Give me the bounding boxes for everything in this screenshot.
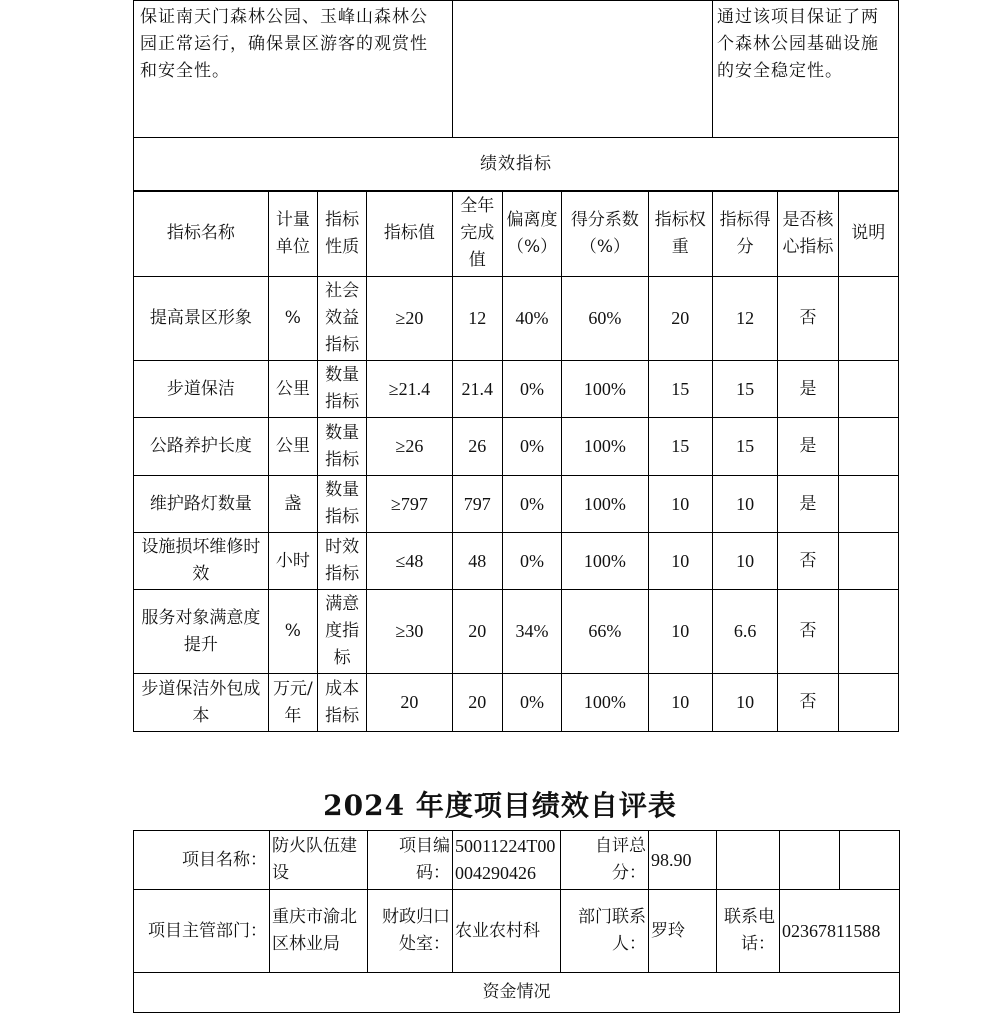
table-row [134,277,899,361]
score: 15 [712,361,777,418]
header-cell: 说明 [838,191,898,277]
weight: 10 [648,476,712,533]
note [838,590,898,674]
unit: 万元/年 [268,674,317,732]
table-row [134,590,899,674]
unit: 小时 [268,533,317,590]
header-cell: 指标名称 [134,191,269,277]
unit: 公里 [268,361,317,418]
phone-label: 联系电话： [717,890,780,973]
dept-label: 项目主管部门： [134,890,270,973]
score-coefficient: 66% [562,590,648,674]
weight: 10 [648,674,712,732]
core-flag: 是 [778,476,838,533]
section-title-row [134,138,899,192]
indicator-nature: 社会效益指标 [317,277,366,361]
table-row [134,674,899,732]
note [838,361,898,418]
indicator-nature: 满意度指标 [317,590,366,674]
contact-label: 部门联系人： [561,890,649,973]
deviation: 40% [502,277,561,361]
score: 6.6 [712,590,777,674]
target-value: ≥26 [367,418,452,476]
header-cell: 指标权重 [648,191,712,277]
self-score: 98.90 [649,831,717,890]
indicator-nature: 数量指标 [317,418,366,476]
score-coefficient: 100% [562,674,648,732]
indicator-nature: 成本指标 [317,674,366,732]
indicator-nature: 时效指标 [317,533,366,590]
funds-title: 资金情况 [134,973,900,1013]
goal-row [134,1,899,138]
table-row [134,361,899,418]
unit: % [268,590,317,674]
indicator-rows [134,277,899,732]
weight: 15 [648,361,712,418]
dept-value: 重庆市渝北区林业局 [270,890,368,973]
unit: % [268,277,317,361]
header-cell: 是否核心指标 [778,191,838,277]
header-cell: 偏离度（%） [502,191,561,277]
actual-value: 21.4 [452,361,502,418]
core-flag: 是 [778,361,838,418]
score-coefficient: 100% [562,361,648,418]
unit: 公里 [268,418,317,476]
core-flag: 否 [778,674,838,732]
phone-value: 02367811588 [780,890,900,973]
note [838,533,898,590]
target-value: ≥797 [367,476,452,533]
indicator-table [133,190,899,732]
contact-value: 罗玲 [649,890,717,973]
finance-value: 农业农村科 [453,890,561,973]
actual-value: 12 [452,277,502,361]
indicator-name: 公路养护长度 [134,418,269,476]
header-cell: 得分系数（%） [562,191,648,277]
core-flag: 否 [778,533,838,590]
weight: 10 [648,533,712,590]
project-code: 50011224T00004290426 [453,831,561,890]
indicator-name: 服务对象满意度提升 [134,590,269,674]
table-row [134,418,899,476]
empty-cell [780,831,840,890]
form-title: 2024 年度项目绩效自评表 [323,789,677,822]
score: 15 [712,418,777,476]
note [838,476,898,533]
indicator-name: 维护路灯数量 [134,476,269,533]
project-name: 防火队伍建设 [270,831,368,890]
goal-result-text: 通过该项目保证了两个森林公园基础设施的安全稳定性。 [712,1,898,138]
department-row [134,890,900,973]
target-value: ≤48 [367,533,452,590]
header-cell: 指标得分 [712,191,777,277]
target-value: 20 [367,674,452,732]
indicator-nature: 数量指标 [317,361,366,418]
empty-cell [717,831,780,890]
deviation: 0% [502,674,561,732]
self-score-label: 自评总分： [561,831,649,890]
core-flag: 是 [778,418,838,476]
core-flag: 否 [778,277,838,361]
project-info-row [134,831,900,890]
core-flag: 否 [778,590,838,674]
indicator-name: 设施损坏维修时效 [134,533,269,590]
finance-label: 财政归口处室： [368,890,453,973]
header-row [134,191,899,277]
score: 10 [712,533,777,590]
note [838,277,898,361]
goal-middle-cell [452,1,712,138]
score-coefficient: 100% [562,476,648,533]
goal-text: 保证南天门森林公园、玉峰山森林公园正常运行，确保景区游客的观赏性和安全性。 [134,1,453,138]
deviation: 0% [502,361,561,418]
project-code-label: 项目编码： [368,831,453,890]
score: 10 [712,476,777,533]
score: 12 [712,277,777,361]
deviation: 0% [502,418,561,476]
deviation: 0% [502,476,561,533]
indicator-name: 步道保洁 [134,361,269,418]
table-row [134,533,899,590]
unit: 盏 [268,476,317,533]
score-coefficient: 100% [562,418,648,476]
actual-value: 20 [452,590,502,674]
header-cell: 指标值 [367,191,452,277]
score: 10 [712,674,777,732]
weight: 15 [648,418,712,476]
deviation: 0% [502,533,561,590]
weight: 10 [648,590,712,674]
score-coefficient: 100% [562,533,648,590]
section-title: 绩效指标 [134,138,899,192]
indicator-name: 步道保洁外包成本 [134,674,269,732]
funds-row [134,973,900,1013]
header-cell: 计量单位 [268,191,317,277]
table-row [134,476,899,533]
actual-value: 48 [452,533,502,590]
header-cell: 指标性质 [317,191,366,277]
project-form-table [133,830,900,1013]
target-value: ≥30 [367,590,452,674]
project-name-label: 项目名称： [134,831,270,890]
note [838,674,898,732]
actual-value: 20 [452,674,502,732]
performance-table [133,0,899,192]
score-coefficient: 60% [562,277,648,361]
indicator-name: 提高景区形象 [134,277,269,361]
header-cell: 全年完成值 [452,191,502,277]
deviation: 34% [502,590,561,674]
target-value: ≥21.4 [367,361,452,418]
actual-value: 26 [452,418,502,476]
actual-value: 797 [452,476,502,533]
empty-cell [840,831,900,890]
note [838,418,898,476]
weight: 20 [648,277,712,361]
target-value: ≥20 [367,277,452,361]
indicator-nature: 数量指标 [317,476,366,533]
